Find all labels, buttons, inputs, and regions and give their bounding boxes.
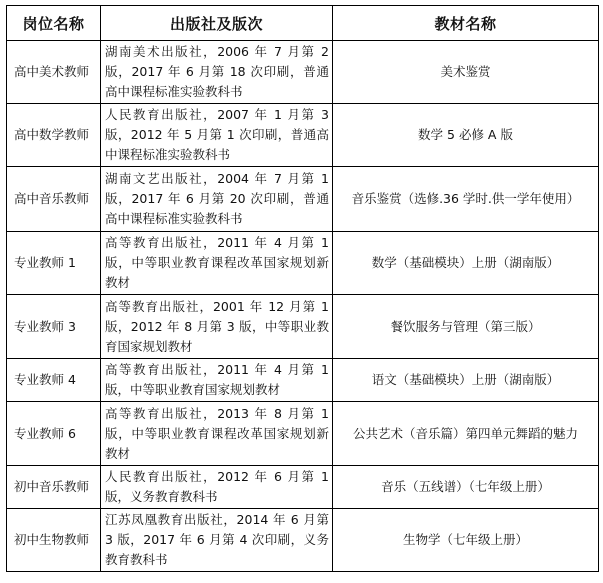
- table-row: [7, 167, 599, 232]
- table-row: [7, 104, 599, 167]
- table-row: [7, 466, 599, 509]
- position-cell: 初中音乐教师: [7, 466, 101, 509]
- material-cell: 音乐（五线谱）（七年级上册）: [333, 466, 599, 509]
- table-row: [7, 509, 599, 572]
- position-cell: 专业教师 4: [7, 359, 101, 402]
- publisher-cell: 人民教育出版社，2012 年 6 月第 1 版，义务教育教科书: [101, 466, 333, 509]
- material-cell: 生物学（七年级上册）: [333, 509, 599, 572]
- table-row: [7, 359, 599, 402]
- position-cell: 高中音乐教师: [7, 167, 101, 232]
- publisher-cell: 湖南美术出版社，2006 年 7 月第 2 版，2017 年 6 月第 18 次印刷，普通高中课程标准实验教科书: [101, 41, 333, 104]
- publisher-cell: 高等教育出版社，2011 年 4 月第 1 版，中等职业教育课程改革国家规划新教材: [101, 232, 333, 295]
- table-row: [7, 232, 599, 295]
- header-material: 教材名称: [333, 6, 599, 41]
- position-cell: 专业教师 1: [7, 232, 101, 295]
- header-publisher: 出版社及版次: [101, 6, 333, 41]
- publisher-cell: 高等教育出版社，2011 年 4 月第 1 版，中等职业教育国家规划教材: [101, 359, 333, 402]
- publisher-cell: 江苏凤凰教育出版社，2014 年 6 月第 3 版，2017 年 6 月第 4 次印刷，义务教育教科书: [101, 509, 333, 572]
- header-position: 岗位名称: [7, 6, 101, 41]
- position-cell: 专业教师 6: [7, 402, 101, 466]
- publisher-cell: 人民教育出版社，2007 年 1 月第 3 版，2012 年 5 月第 1 次印刷，普通高中课程标准实验教科书: [101, 104, 333, 167]
- material-cell: 音乐鉴赏（选修.36 学时.供一学年使用）: [333, 167, 599, 232]
- publisher-cell: 高等教育出版社，2013 年 8 月第 1 版，中等职业教育课程改革国家规划新教材: [101, 402, 333, 466]
- publisher-cell: 湖南文艺出版社，2004 年 7 月第 1 版，2017 年 6 月第 20 次印刷，普通高中课程标准实验教科书: [101, 167, 333, 232]
- table-row: [7, 402, 599, 466]
- material-cell: 语文（基础模块）上册（湖南版）: [333, 359, 599, 402]
- textbook-table: [6, 5, 599, 572]
- material-cell: 数学（基础模块）上册（湖南版）: [333, 232, 599, 295]
- position-cell: 初中生物教师: [7, 509, 101, 572]
- position-cell: 专业教师 3: [7, 295, 101, 359]
- position-cell: 高中数学教师: [7, 104, 101, 167]
- position-cell: 高中美术教师: [7, 41, 101, 104]
- publisher-cell: 高等教育出版社，2001 年 12 月第 1 版，2012 年 8 月第 3 版，中等职业教育国家规划教材: [101, 295, 333, 359]
- material-cell: 公共艺术（音乐篇）第四单元舞蹈的魅力: [333, 402, 599, 466]
- document-page: [6, 5, 599, 572]
- table-row: [7, 295, 599, 359]
- material-cell: 餐饮服务与管理（第三版）: [333, 295, 599, 359]
- material-cell: 美术鉴赏: [333, 41, 599, 104]
- material-cell: 数学 5 必修 A 版: [333, 104, 599, 167]
- table-row: [7, 41, 599, 104]
- header-row: [7, 6, 599, 41]
